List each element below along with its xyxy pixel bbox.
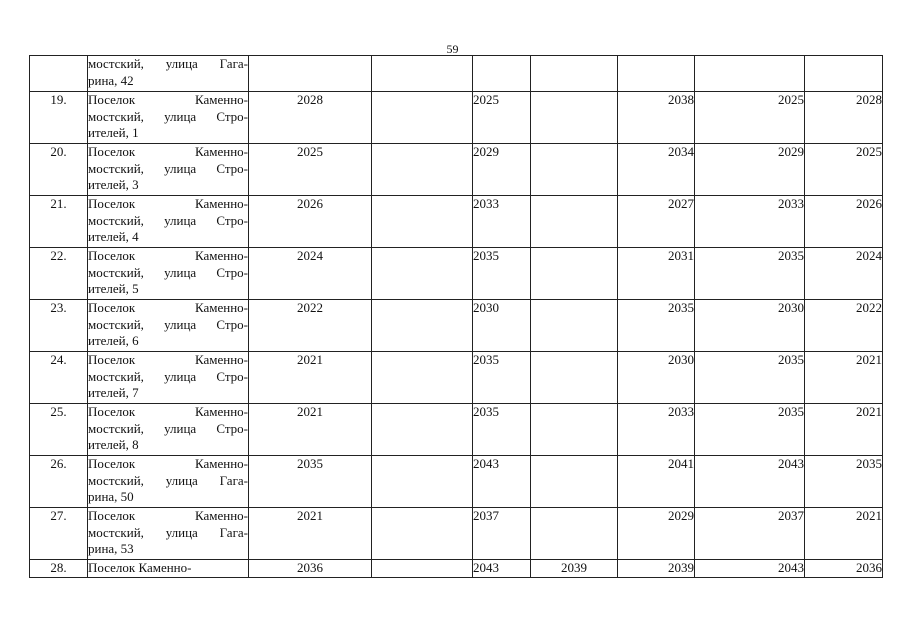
value-cell: 2024 <box>805 248 883 300</box>
address-line: Поселок Каменно- <box>88 248 248 263</box>
value-cell: 2043 <box>695 560 805 578</box>
value-cell: 2033 <box>695 196 805 248</box>
table-row <box>30 196 883 248</box>
address-line: Поселок Каменно- <box>88 300 248 315</box>
address-line: мостский, улица Стро- <box>88 108 248 124</box>
value-cell: 2037 <box>695 508 805 560</box>
value-cell: 2038 <box>618 92 695 144</box>
row-number-cell <box>30 56 88 92</box>
value-cell: 2030 <box>695 300 805 352</box>
value-cell <box>372 92 473 144</box>
value-cell: 2043 <box>473 560 531 578</box>
address-line: ителей, 5 <box>88 281 139 296</box>
table-row <box>30 92 883 144</box>
value-cell <box>372 144 473 196</box>
address-line: рина, 50 <box>88 489 134 504</box>
value-cell: 2021 <box>249 352 372 404</box>
value-cell <box>531 56 618 92</box>
address-line: ителей, 6 <box>88 333 139 348</box>
value-cell: 2026 <box>805 196 883 248</box>
table-row <box>30 248 883 300</box>
value-cell: 2022 <box>249 300 372 352</box>
address-line: мостский, улица Гага- <box>88 524 248 540</box>
address-line: Поселок Каменно- <box>88 560 192 575</box>
value-cell <box>805 56 883 92</box>
address-line: Поселок Каменно- <box>88 508 248 523</box>
table-row-continued <box>30 56 883 92</box>
value-cell: 2043 <box>473 456 531 508</box>
row-number-cell: 19. <box>30 92 88 144</box>
address-line: мостский, улица Гага- <box>88 472 248 488</box>
row-number-cell: 25. <box>30 404 88 456</box>
address-line: рина, 53 <box>88 541 134 556</box>
address-line: ителей, 3 <box>88 177 139 192</box>
table-row <box>30 352 883 404</box>
value-cell: 2025 <box>695 92 805 144</box>
address-line: Поселок Каменно- <box>88 456 248 471</box>
row-number-cell: 23. <box>30 300 88 352</box>
value-cell: 2027 <box>618 196 695 248</box>
value-cell: 2035 <box>695 404 805 456</box>
value-cell <box>531 456 618 508</box>
value-cell <box>372 248 473 300</box>
value-cell: 2029 <box>473 144 531 196</box>
value-cell <box>372 196 473 248</box>
value-cell: 2028 <box>805 92 883 144</box>
address-cell <box>88 92 249 144</box>
value-cell: 2031 <box>618 248 695 300</box>
value-cell: 2033 <box>618 404 695 456</box>
value-cell: 2035 <box>805 456 883 508</box>
table-row <box>30 144 883 196</box>
value-cell: 2036 <box>249 560 372 578</box>
table-row <box>30 508 883 560</box>
address-cell <box>88 56 249 92</box>
address-line: мостский, улица Стро- <box>88 420 248 436</box>
address-cell <box>88 456 249 508</box>
value-cell: 2039 <box>531 560 618 578</box>
address-cell <box>88 144 249 196</box>
value-cell <box>372 560 473 578</box>
value-cell: 2035 <box>618 300 695 352</box>
value-cell <box>531 144 618 196</box>
address-cell <box>88 300 249 352</box>
value-cell <box>372 456 473 508</box>
address-line: Поселок Каменно- <box>88 196 248 211</box>
value-cell <box>618 56 695 92</box>
table-body <box>30 56 883 578</box>
value-cell: 2030 <box>618 352 695 404</box>
value-cell <box>372 56 473 92</box>
value-cell <box>531 92 618 144</box>
value-cell <box>531 196 618 248</box>
address-line: Поселок Каменно- <box>88 92 248 107</box>
address-line: ителей, 4 <box>88 229 139 244</box>
value-cell: 2030 <box>473 300 531 352</box>
value-cell <box>531 352 618 404</box>
value-cell: 2035 <box>473 352 531 404</box>
value-cell: 2021 <box>249 508 372 560</box>
page-number: 59 <box>446 42 459 56</box>
address-cell <box>88 248 249 300</box>
address-cell <box>88 508 249 560</box>
value-cell <box>531 300 618 352</box>
table-row <box>30 560 883 578</box>
value-cell: 2035 <box>695 352 805 404</box>
row-number-cell: 20. <box>30 144 88 196</box>
address-cell <box>88 560 249 578</box>
table-row <box>30 404 883 456</box>
value-cell: 2026 <box>249 196 372 248</box>
value-cell: 2037 <box>473 508 531 560</box>
value-cell: 2021 <box>805 404 883 456</box>
row-number-cell: 26. <box>30 456 88 508</box>
value-cell: 2029 <box>618 508 695 560</box>
value-cell <box>249 56 372 92</box>
value-cell: 2035 <box>695 248 805 300</box>
value-cell: 2036 <box>805 560 883 578</box>
value-cell <box>473 56 531 92</box>
row-number-cell: 28. <box>30 560 88 578</box>
table-row <box>30 300 883 352</box>
address-line: Поселок Каменно- <box>88 404 248 419</box>
value-cell: 2033 <box>473 196 531 248</box>
value-cell: 2025 <box>473 92 531 144</box>
value-cell: 2022 <box>805 300 883 352</box>
value-cell: 2029 <box>695 144 805 196</box>
address-line: ителей, 8 <box>88 437 139 452</box>
value-cell <box>531 508 618 560</box>
row-number-cell: 21. <box>30 196 88 248</box>
row-number-cell: 27. <box>30 508 88 560</box>
value-cell: 2035 <box>473 404 531 456</box>
row-number-cell: 24. <box>30 352 88 404</box>
address-line: Поселок Каменно- <box>88 352 248 367</box>
address-line: мостский, улица Стро- <box>88 368 248 384</box>
address-line: мостский, улица Стро- <box>88 160 248 176</box>
data-table <box>29 55 883 578</box>
address-line: мостский, улица Стро- <box>88 264 248 280</box>
value-cell <box>695 56 805 92</box>
address-line: мостский, улица Гага- <box>88 56 248 71</box>
value-cell: 2025 <box>249 144 372 196</box>
value-cell: 2025 <box>805 144 883 196</box>
address-cell <box>88 404 249 456</box>
address-cell <box>88 196 249 248</box>
address-line: рина, 42 <box>88 72 134 88</box>
value-cell: 2021 <box>805 352 883 404</box>
value-cell <box>531 248 618 300</box>
value-cell: 2021 <box>249 404 372 456</box>
address-line: мостский, улица Стро- <box>88 316 248 332</box>
value-cell <box>372 508 473 560</box>
value-cell: 2024 <box>249 248 372 300</box>
value-cell <box>372 404 473 456</box>
table-row <box>30 456 883 508</box>
address-line: ителей, 7 <box>88 385 139 400</box>
address-line: мостский, улица Стро- <box>88 212 248 228</box>
value-cell: 2028 <box>249 92 372 144</box>
value-cell <box>372 300 473 352</box>
row-number-cell: 22. <box>30 248 88 300</box>
address-line: Поселок Каменно- <box>88 144 248 159</box>
address-cell <box>88 352 249 404</box>
value-cell: 2039 <box>618 560 695 578</box>
value-cell: 2043 <box>695 456 805 508</box>
value-cell: 2035 <box>249 456 372 508</box>
value-cell: 2041 <box>618 456 695 508</box>
value-cell <box>531 404 618 456</box>
value-cell: 2021 <box>805 508 883 560</box>
value-cell <box>372 352 473 404</box>
value-cell: 2034 <box>618 144 695 196</box>
value-cell: 2035 <box>473 248 531 300</box>
address-line: ителей, 1 <box>88 125 139 140</box>
